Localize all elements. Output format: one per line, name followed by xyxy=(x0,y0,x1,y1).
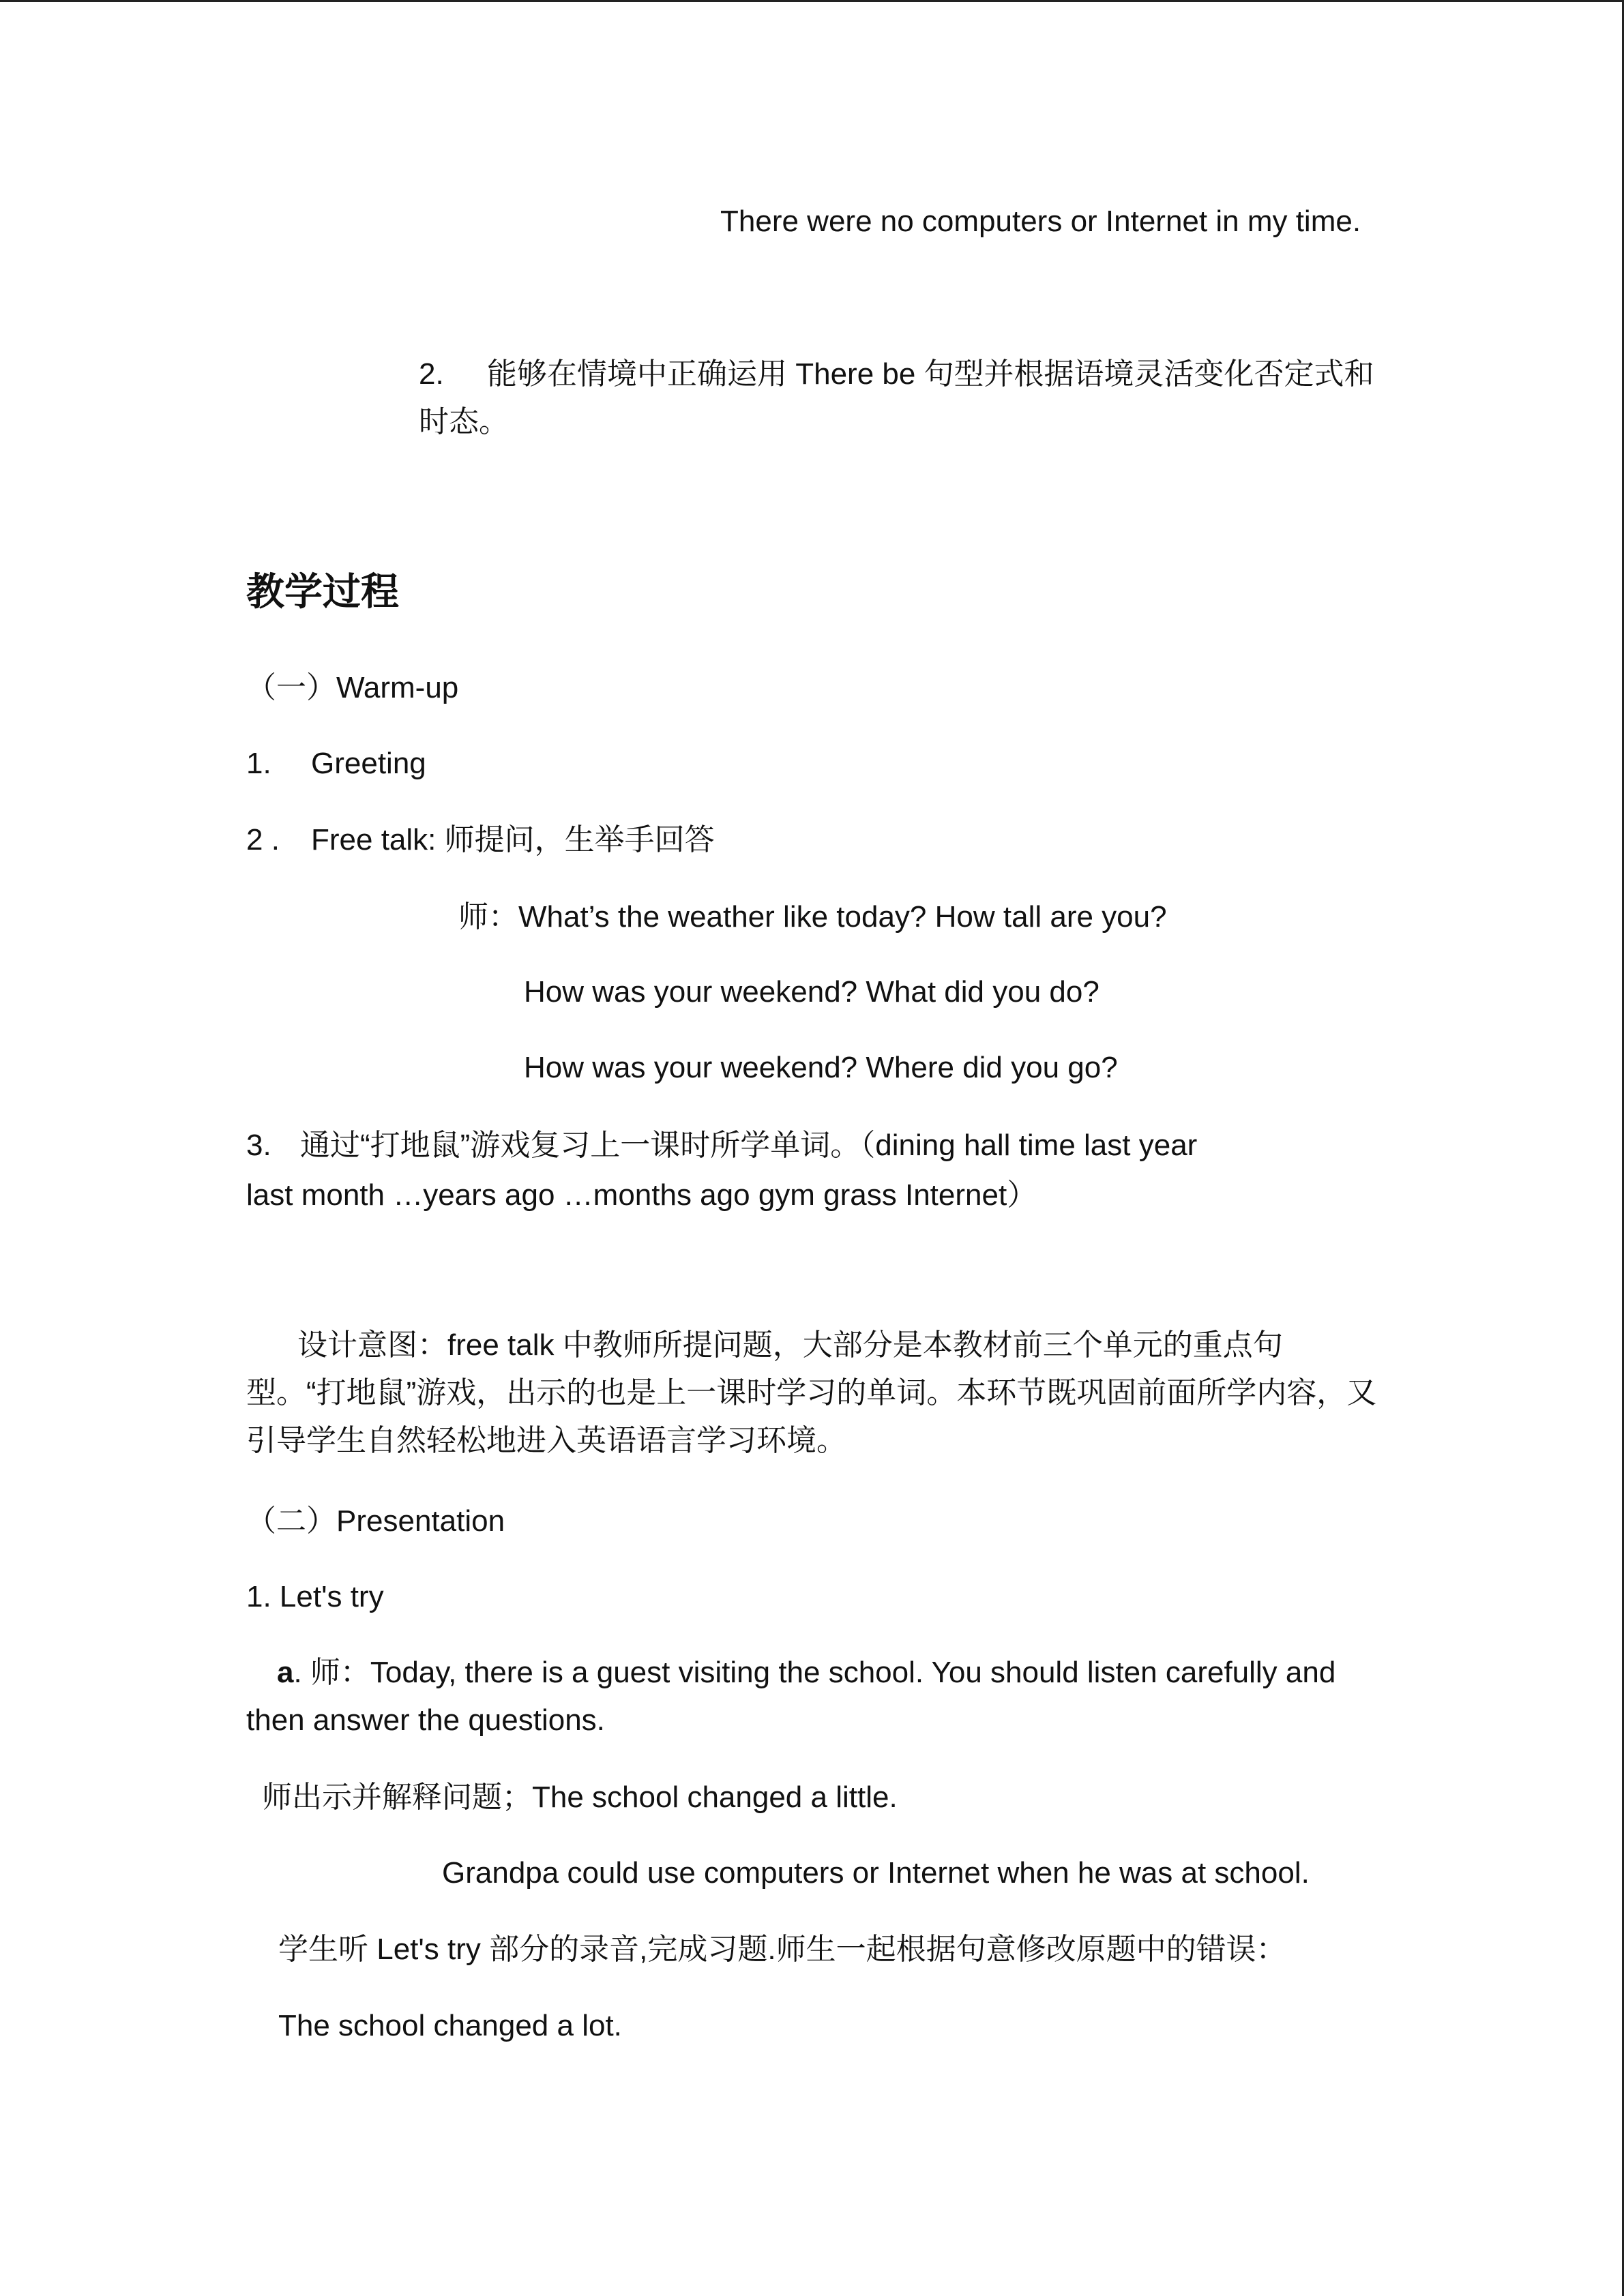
correction-sentence: The school changed a lot. xyxy=(278,2009,622,2042)
warmup-item-3-words: last month …years ago …months ago gym grass Internet） xyxy=(246,1178,1037,1212)
warmup-item-3-text: 通过“打地鼠”游戏复习上一课时所学单词。（dining hall time last year xyxy=(300,1129,1198,1162)
presentation-heading: （二）Presentation xyxy=(246,1504,505,1538)
question-intro: 师出示并解释问题；The school changed a little. xyxy=(262,1780,898,1814)
teacher-question-3: How was your weekend? Where did you go? xyxy=(524,1051,1118,1084)
warmup-item-3-number: 3. xyxy=(246,1129,271,1162)
design-intent-paragraph: 设计意图：free talk 中教师所提问题，大部分是本教材前三个单元的重点句型。“打地鼠”游戏，出示的也是上一课时学习的单词。本环节既巩固前面所学内容，又引导学生自然轻松地进入英语语言学习环境。 xyxy=(246,1328,1377,1457)
teacher-question-2: How was your weekend? What did you do? xyxy=(524,975,1099,1009)
warmup-item-1-text: Greeting xyxy=(311,747,426,780)
warmup-heading: （一）Warm-up xyxy=(246,671,459,704)
warmup-item-1-number: 1. xyxy=(246,747,271,780)
activity-a-label: a xyxy=(277,1656,294,1689)
objective-item-2-text: 能够在情境中正确运用 There be 句型并根据语境灵活变化否定式和时态。 xyxy=(419,357,1374,438)
student-task: 学生听 Let's try 部分的录音,完成习题.师生一起根据句意修改原题中的错误： xyxy=(278,1933,1286,1966)
page-top-border xyxy=(0,0,1624,2)
question-2: Grandpa could use computers or Internet when he was at school. xyxy=(442,1856,1310,1890)
teacher-question-1: 师：What’s the weather like today? How tall are you? xyxy=(458,900,1167,934)
activity-a-paragraph xyxy=(246,1649,1378,1744)
warmup-item-2-text: Free talk: 师提问，生举手回答 xyxy=(311,823,715,856)
objective-sentence: There were no computers or Internet in my time. xyxy=(720,205,1361,238)
presentation-item-1: 1. Let's try xyxy=(246,1580,384,1613)
warmup-item-2-number: 2 . xyxy=(246,823,280,856)
activity-a-text: . 师：Today, there is a guest visiting the school. You should listen carefully and then answer the questions. xyxy=(246,1656,1336,1737)
section-title: 教学过程 xyxy=(246,570,399,613)
objective-item-2-number: 2. xyxy=(419,357,444,391)
